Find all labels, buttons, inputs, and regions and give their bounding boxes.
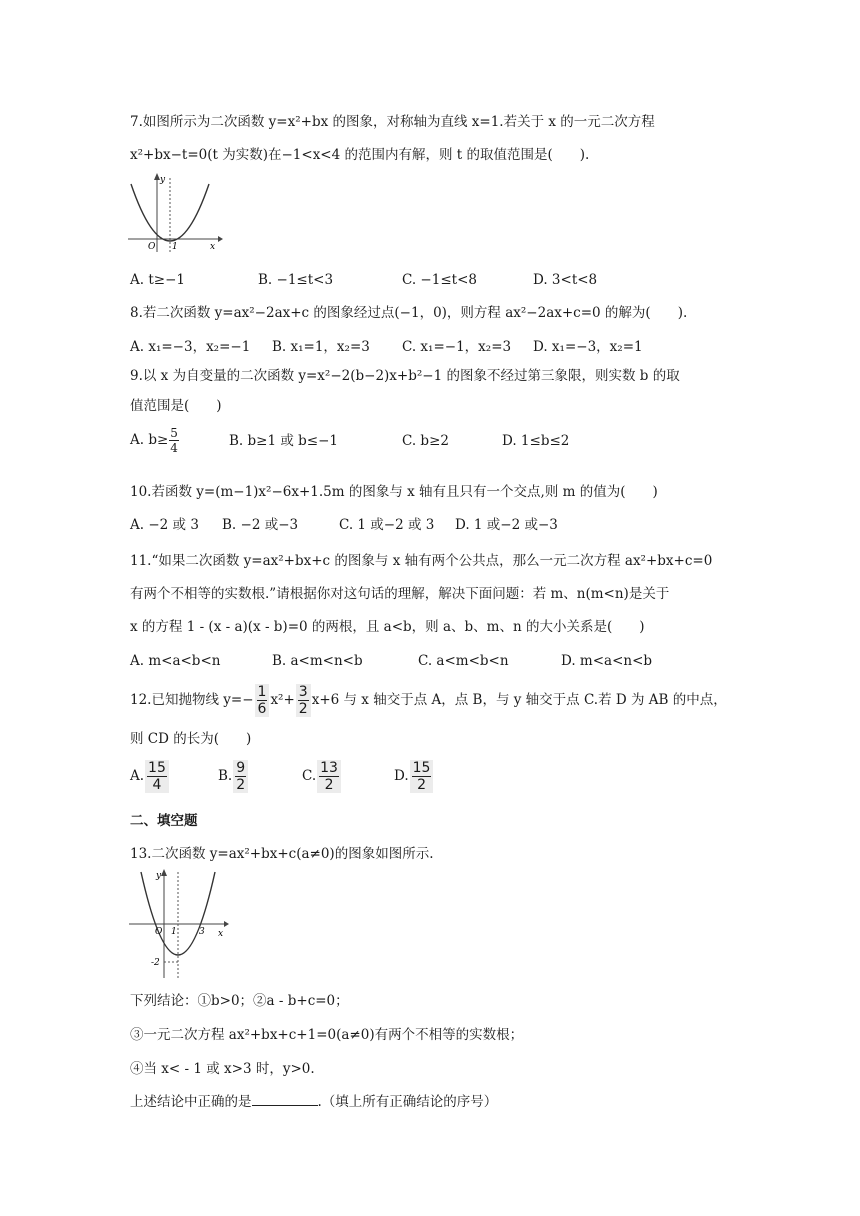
- q12-option-a-fraction: [145, 760, 169, 793]
- q13-graph-tick-1: 1: [171, 927, 177, 937]
- q9-option-c: C. b≥2: [402, 433, 449, 449]
- q12-fraction-2-num: 3: [298, 684, 308, 700]
- q9-option-b: B. b≥1 或 b≤−1: [229, 433, 338, 449]
- q8-option-c: C. x₁=−1，x₂=3: [402, 339, 512, 355]
- q12-stem-prefix: 12.已知抛物线 y=−: [130, 692, 254, 708]
- q12-fraction-2: [296, 684, 311, 717]
- q7-graph-y-label: y: [160, 175, 166, 185]
- q12-option-c-fraction: [317, 760, 341, 793]
- q11-option-b: B. a<m<n<b: [272, 653, 363, 669]
- q11-option-a: A. m<a<b<n: [130, 653, 221, 669]
- q13-conclusions-1-2: 下列结论：①b>0；②a - b+c=0；: [130, 993, 349, 1009]
- q12-stem-mid: x²+: [270, 692, 295, 708]
- q12-option-b-fraction: [233, 760, 248, 793]
- q12-fraction-1-num: 1: [257, 684, 267, 700]
- q13-parabola-graph: [126, 866, 230, 982]
- q7-graph-x-label: x: [210, 242, 216, 252]
- q12-option-c-label: C.: [302, 768, 317, 784]
- q12-stem-line1: [130, 683, 727, 717]
- q10-option-c: C. 1 或−2 或 3: [339, 517, 435, 533]
- q12-option-b-label: B.: [218, 768, 233, 784]
- q12-option-d-fraction: [410, 760, 434, 793]
- q9-option-a-numerator: 5: [170, 426, 178, 440]
- q12-option-c: [302, 758, 342, 794]
- q12-option-d-label: D.: [394, 768, 409, 784]
- q10-stem: 10.若函数 y=(m−1)x²−6x+1.5m 的图象与 x 轴有且只有一个交点,则 m 的值为( ): [130, 484, 658, 500]
- q8-option-b: B. x₁=1，x₂=3: [272, 339, 370, 355]
- q13-fill-prefix: 上述结论中正确的是: [130, 1094, 252, 1110]
- q8-option-d: D. x₁=−3，x₂=1: [533, 339, 643, 355]
- q13-graph-origin-label: O: [155, 927, 163, 937]
- q13-fill-line: [130, 1093, 497, 1111]
- q7-option-c: C. −1≤t<8: [402, 272, 477, 288]
- q13-conclusion-3: ③一元二次方程 ax²+bx+c+1=0(a≠0)有两个不相等的实数根；: [130, 1027, 524, 1043]
- q12-option-d-num: 15: [412, 760, 431, 776]
- q12-option-a-den: 4: [152, 777, 162, 793]
- q12-option-b: [218, 758, 249, 794]
- q12-option-a-num: 15: [148, 760, 166, 776]
- section-title-fill-in: 二、填空题: [130, 813, 198, 829]
- q12-fraction-1: [255, 684, 270, 717]
- q9-option-a: [130, 425, 180, 455]
- q12-option-d-den: 2: [417, 777, 427, 793]
- q9-option-a-prefix: A. b≥: [130, 432, 169, 448]
- q10-option-a: A. −2 或 3: [130, 517, 199, 533]
- q11-option-c: C. a<m<b<n: [418, 653, 509, 669]
- q7-option-a: A. t≥−1: [130, 272, 185, 288]
- q12-option-d: [394, 758, 434, 794]
- q9-option-a-denominator: 4: [170, 441, 178, 455]
- q9-option-d: D. 1≤b≤2: [502, 433, 570, 449]
- q13-answer-blank[interactable]: [252, 1093, 318, 1106]
- q12-option-c-num: 13: [320, 760, 338, 776]
- q12-fraction-1-den: 6: [257, 701, 267, 717]
- q12-option-b-num: 9: [236, 760, 246, 776]
- q7-option-b: B. −1≤t<3: [258, 272, 334, 288]
- q11-option-d: D. m<a<n<b: [561, 653, 653, 669]
- q7-option-d: D. 3<t<8: [533, 272, 598, 288]
- q11-stem-line1: 11.“如果二次函数 y=ax²+bx+c 的图象与 x 轴有两个公共点，那么一元二次方程 ax²+bx+c=0: [130, 553, 713, 569]
- q11-stem-line2: 有两个不相等的实数根.”请根据你对这句话的理解，解决下面问题：若 m、n(m<n)是关于: [130, 586, 670, 602]
- q13-graph-x-label: x: [218, 929, 224, 939]
- q9-stem-line2: 值范围是( ): [130, 398, 222, 414]
- q12-option-b-den: 2: [236, 777, 246, 793]
- q12-option-a-label: A.: [130, 768, 145, 784]
- q7-graph-origin-label: O: [148, 242, 156, 252]
- q7-stem-line1: 7.如图所示为二次函数 y=x²+bx 的图象，对称轴为直线 x=1.若关于 x 的一元二次方程: [130, 114, 655, 130]
- q13-graph-y-label: y: [156, 871, 162, 881]
- q13-graph-tick-3: 3: [199, 927, 205, 937]
- q9-stem-line1: 9.以 x 为自变量的二次函数 y=x²−2(b−2)x+b²−1 的图象不经过第三象限，则实数 b 的取: [130, 368, 680, 384]
- q13-fill-suffix: .（填上所有正确结论的序号）: [317, 1094, 498, 1110]
- q13-conclusion-4: ④当 x< - 1 或 x>3 时，y>0.: [130, 1061, 315, 1077]
- q7-stem-line2: x²+bx−t=0(t 为实数)在−1<x<4 的范围内有解，则 t 的取值范围是( ).: [130, 147, 590, 163]
- q10-option-d: D. 1 或−2 或−3: [455, 517, 558, 533]
- q11-stem-line3: x 的方程 1 - (x - a)(x - b)=0 的两根，且 a<b，则 a、b、m、n 的大小关系是( ): [130, 619, 645, 635]
- q13-graph-tick-neg2: -2: [151, 958, 160, 968]
- q13-stem: 13.二次函数 y=ax²+bx+c(a≠0)的图象如图所示.: [130, 846, 434, 862]
- q8-option-a: A. x₁=−3，x₂=−1: [130, 339, 251, 355]
- q7-graph-tick-label: 1: [172, 242, 178, 252]
- q12-option-a: [130, 758, 170, 794]
- q9-option-a-fraction: [169, 426, 179, 455]
- q8-stem: 8.若二次函数 y=ax²−2ax+c 的图象经过点(−1，0)，则方程 ax²−2ax+c=0 的解为( ).: [130, 305, 688, 321]
- q12-stem-line2: 则 CD 的长为( ): [130, 731, 252, 747]
- q10-option-b: B. −2 或−3: [222, 517, 299, 533]
- q12-option-c-den: 2: [324, 777, 334, 793]
- q12-stem-suffix: x+6 与 x 轴交于点 A，点 B，与 y 轴交于点 C.若 D 为 AB 的中点，: [311, 692, 727, 708]
- q7-parabola-graph: [124, 170, 224, 254]
- q12-fraction-2-den: 2: [298, 701, 308, 717]
